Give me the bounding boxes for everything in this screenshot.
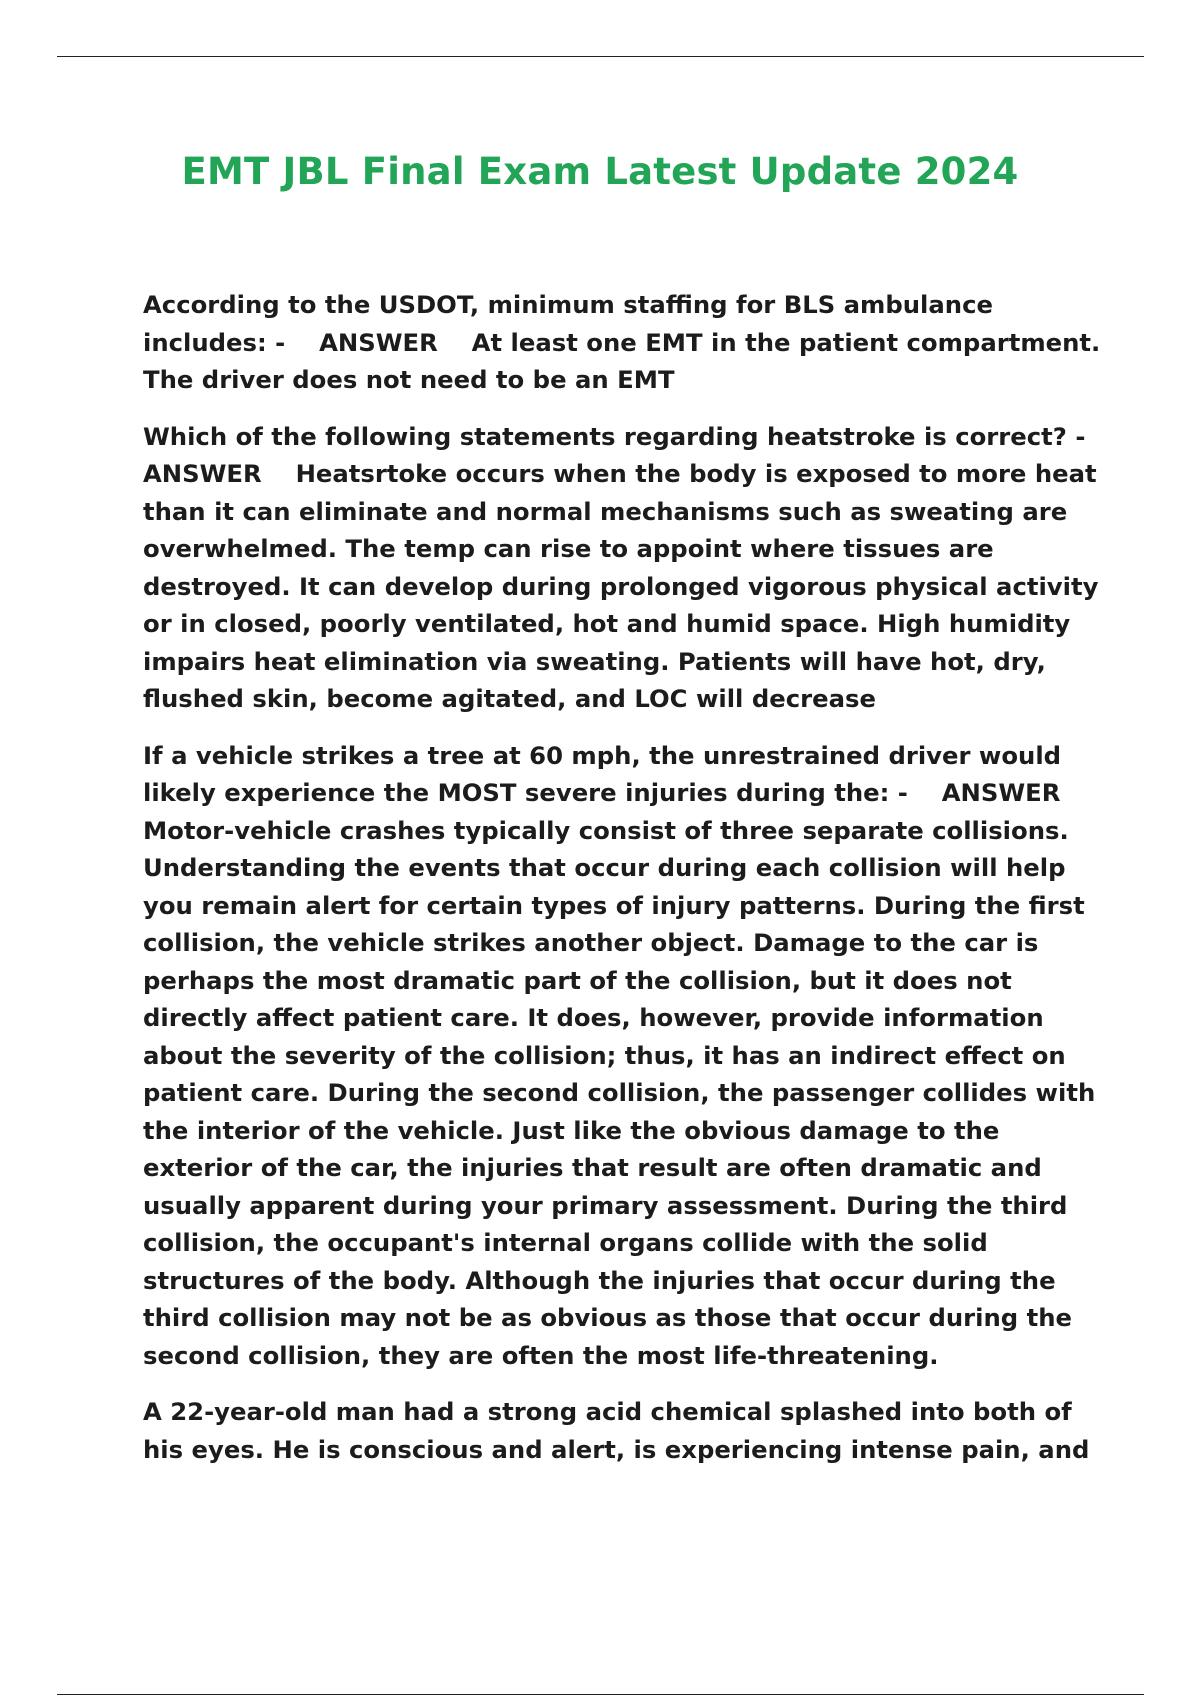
text-line: third collision may not be as obvious as those that occur during the xyxy=(143,1303,1072,1332)
text-line: his eyes. He is conscious and alert, is experiencing intense pain, and xyxy=(143,1434,1090,1464)
text-line: than it can eliminate and normal mechanisms such as sweating are xyxy=(143,496,1068,526)
text-line: The driver does not need to be an EMT xyxy=(143,365,675,394)
text-line: patient care. During the second collision, the passenger collides with xyxy=(143,1078,1096,1107)
text-line: exterior of the car, the injuries that result are often dramatic and xyxy=(143,1153,1042,1182)
text-line: structures of the body. Although the injuries that occur during the xyxy=(143,1265,1056,1295)
text-line: you remain alert for certain types of injury patterns. During the first xyxy=(143,890,1085,920)
text-line: usually apparent during your primary assessment. During the third xyxy=(143,1190,1068,1220)
text-line: destroyed. It can develop during prolonged vigorous physical activity xyxy=(143,571,1099,601)
qa-entry-heatstroke xyxy=(143,418,1103,718)
text-line: According to the USDOT, minimum staffing for BLS ambulance xyxy=(143,290,993,319)
text-line: Which of the following statements regarding heatstroke is correct? - xyxy=(143,421,1086,451)
text-line: Understanding the events that occur during each collision will help xyxy=(143,853,1066,882)
top-divider xyxy=(57,56,1144,57)
qa-content xyxy=(143,286,1103,1487)
text-line: Motor-vehicle crashes typically consist of three separate collisions. xyxy=(143,815,1069,845)
text-line: includes: - ANSWER At least one EMT in the patient compartment. xyxy=(143,327,1101,357)
text-line: perhaps the most dramatic part of the collision, but it does not xyxy=(143,965,1012,995)
qa-entry-staffing xyxy=(143,286,1103,399)
text-line: collision, the vehicle strikes another object. Damage to the car is xyxy=(143,928,1039,957)
text-line: second collision, they are often the most life-threatening. xyxy=(143,1340,939,1370)
text-line: overwhelmed. The temp can rise to appoint where tissues are xyxy=(143,534,994,563)
text-line: collision, the occupant's internal organs collide with the solid xyxy=(143,1228,988,1257)
document-title: EMT JBL Final Exam Latest Update 2024 xyxy=(181,150,1019,193)
text-line: A 22-year-old man had a strong acid chemical splashed into both of xyxy=(143,1397,1072,1426)
text-line: If a vehicle strikes a tree at 60 mph, the unrestrained driver would xyxy=(143,740,1062,770)
text-line: the interior of the vehicle. Just like the obvious damage to the xyxy=(143,1115,1000,1145)
text-line: likely experience the MOST severe injuries during the: - ANSWER xyxy=(143,778,1061,807)
qa-entry-collision xyxy=(143,737,1103,1375)
text-line: or in closed, poorly ventilated, hot and humid space. High humidity xyxy=(143,609,1071,638)
bottom-divider xyxy=(57,1694,1144,1695)
text-line: about the severity of the collision; thus, it has an indirect effect on xyxy=(143,1040,1066,1070)
text-line: directly affect patient care. It does, however, provide information xyxy=(143,1003,1044,1032)
text-line: impairs heat elimination via sweating. Patients will have hot, dry, xyxy=(143,646,1046,676)
text-line: ANSWER Heatsrtoke occurs when the body is exposed to more heat xyxy=(143,459,1097,488)
qa-entry-acid-eyes xyxy=(143,1393,1103,1468)
text-line: flushed skin, become agitated, and LOC will decrease xyxy=(143,684,876,713)
